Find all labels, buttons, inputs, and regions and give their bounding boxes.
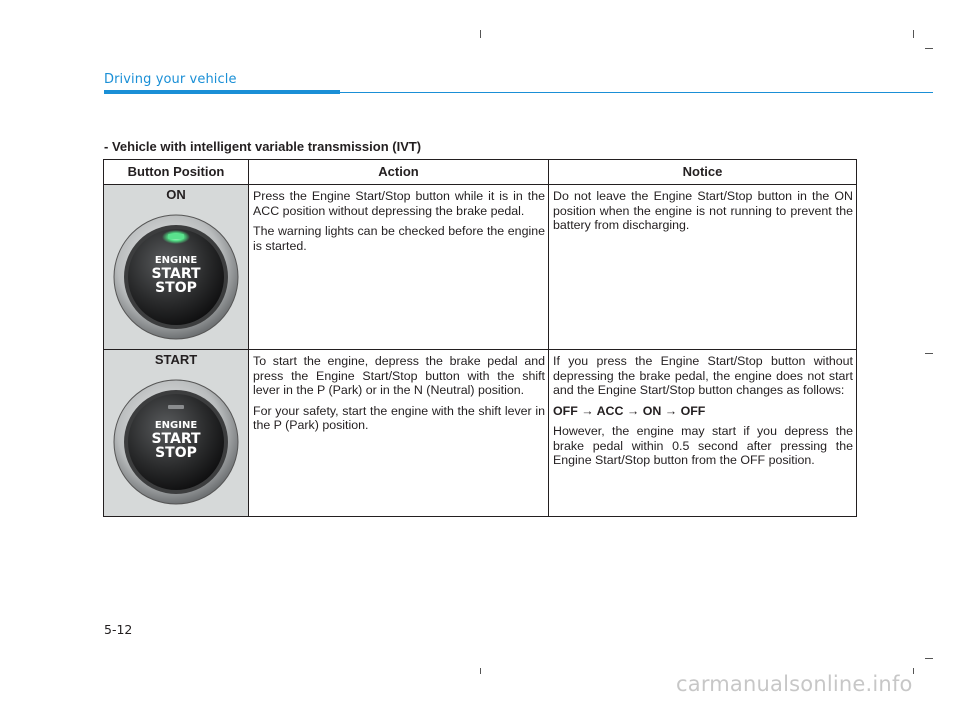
crop-mark: [480, 30, 481, 38]
page-number: 5-12: [104, 622, 133, 637]
action-paragraph: The warning lights can be checked before the engine is started.: [253, 224, 545, 253]
crop-mark: [925, 658, 933, 659]
state-sequence: OFF → ACC → ON → OFF: [553, 403, 706, 418]
action-paragraph: For your safety, start the engine with the shift lever in the P (Park) position.: [253, 403, 545, 432]
action-cell: [249, 185, 549, 350]
position-label: START: [154, 352, 198, 367]
column-header: Button Position: [104, 160, 249, 185]
crop-mark: [925, 48, 933, 49]
engine-start-stop-button-icon: [112, 213, 240, 341]
button-text-stop: STOP: [155, 280, 197, 296]
engine-start-stop-button-icon: [112, 378, 240, 506]
column-header: Action: [249, 160, 549, 185]
crop-mark: [925, 353, 933, 354]
table-row: [104, 350, 857, 517]
button-text-start: START: [151, 266, 201, 282]
crop-mark: [913, 668, 914, 674]
section-title: Driving your vehicle: [104, 72, 237, 87]
header-rule-thin: [340, 92, 933, 93]
subheading: - Vehicle with intelligent variable transmission (IVT): [104, 139, 422, 154]
column-header: Notice: [549, 160, 857, 185]
position-cell: [104, 185, 249, 350]
button-text-start: START: [151, 431, 201, 447]
crop-mark: [913, 30, 914, 38]
table-header-row: [104, 160, 857, 185]
action-paragraph: To start the engine, depress the brake pedal and press the Engine Start/Stop button with the shift lever in the P (Park) or in the N (Neutral) position.: [253, 354, 545, 397]
position-cell: [104, 350, 249, 517]
button-position-table: [103, 159, 857, 517]
action-cell: [249, 350, 549, 517]
button-text-stop: STOP: [155, 445, 197, 461]
button-text-engine: ENGINE: [154, 255, 198, 266]
notice-paragraph: Do not leave the Engine Start/Stop button in the ON position when the engine is not running to prevent the battery from discharging.: [553, 189, 853, 232]
notice-cell: [549, 350, 857, 517]
table-row: [104, 185, 857, 350]
notice-cell: [549, 185, 857, 350]
button-text-engine: ENGINE: [154, 420, 198, 431]
position-label: ON: [166, 187, 186, 202]
notice-paragraph: If you press the Engine Start/Stop button without depressing the brake pedal, the engine does not start and the Engine Start/Stop button changes as follows:: [553, 354, 853, 397]
crop-mark: [480, 668, 481, 674]
watermark: carmanualsonline.info: [676, 672, 913, 696]
action-paragraph: Press the Engine Start/Stop button while it is in the ACC position without depressing the brake pedal.: [253, 189, 545, 218]
header-rule-thick: [104, 90, 340, 94]
notice-paragraph: However, the engine may start if you depress the brake pedal within 0.5 second after pressing the Engine Start/Stop button from the OFF position.: [553, 424, 853, 467]
